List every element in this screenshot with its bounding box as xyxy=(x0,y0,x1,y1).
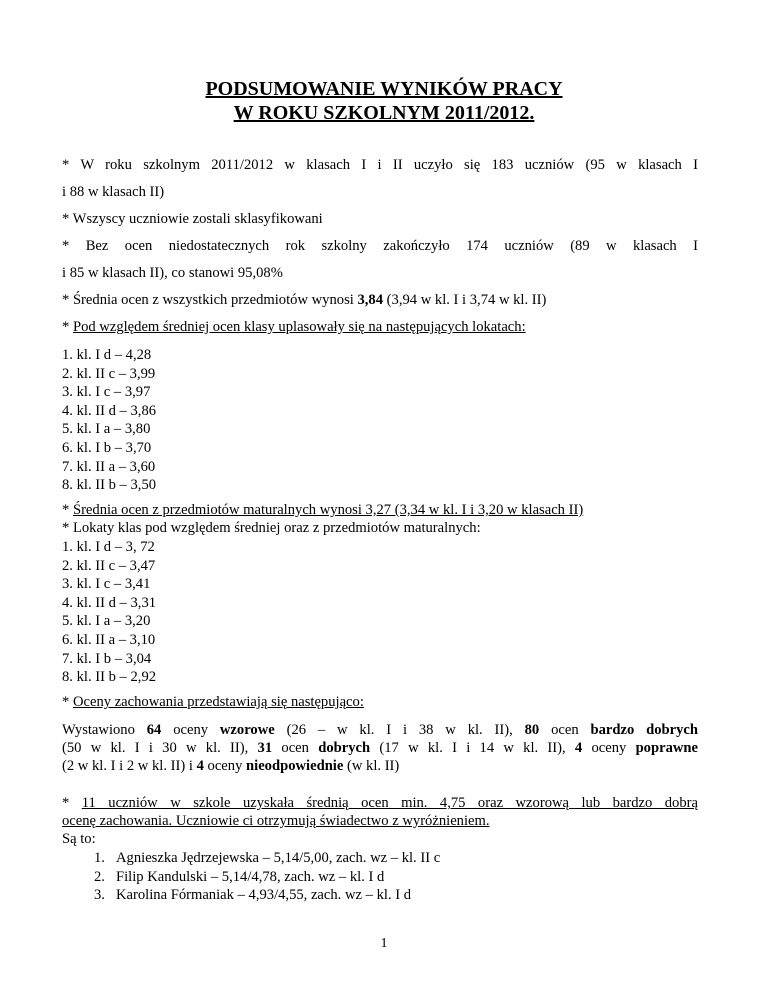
behavior-line3: (2 w kl. I i 2 w kl. II) i 4 oceny nieodpowiednie (w kl. II) xyxy=(62,758,400,774)
paragraph-ranking-heading: * Pod względem średniej ocen klasy uplasowały się na następujących lokatach: xyxy=(62,319,526,335)
honors-list xyxy=(94,849,440,905)
paragraph-behavior-heading: * Oceny zachowania przedstawiają się następująco: xyxy=(62,694,364,710)
paragraph-classified: * Wszyscy uczniowie zostali sklasyfikowani xyxy=(62,211,323,227)
behavior-line1: Wystawiono 64 oceny wzorowe (26 – w kl. I i 38 w kl. II), 80 ocen bardzo dobrych xyxy=(62,722,698,738)
list-item: 5. kl. I a – 3,20 xyxy=(62,613,151,630)
list-item: 2. Filip Kandulski – 5,14/4,78, zach. wz – kl. I d xyxy=(94,868,385,885)
matura-ranking-list xyxy=(62,538,156,687)
list-item: 1. Agnieszka Jędrzejewska – 5,14/5,00, zach. wz – kl. II c xyxy=(94,850,441,866)
paragraph-honors-line2: ocenę zachowania. Uczniowie ci otrzymują świadectwo z wyróżnieniem. xyxy=(62,813,490,829)
list-item: 2. kl. II c – 3,99 xyxy=(62,365,156,382)
list-item: 8. kl. II b – 2,92 xyxy=(62,669,157,686)
paragraph-students-count-line2: i 88 w klasach II) xyxy=(62,184,165,200)
list-item: 2. kl. II c – 3,47 xyxy=(62,557,156,574)
list-item: 6. kl. I b – 3,70 xyxy=(62,439,152,456)
list-item: 4. kl. II d – 3,86 xyxy=(62,402,157,419)
paragraph-matura-average: * Średnia ocen z przedmiotów maturalnych wynosi 3,27 (3,34 w kl. I i 3,20 w klasach II) xyxy=(62,502,584,518)
document-title-line2: W ROKU SZKOLNYM 2011/2012. xyxy=(233,102,535,124)
list-item: 7. kl. I b – 3,04 xyxy=(62,650,152,667)
paragraph-honors-line3: Są to: xyxy=(62,831,96,847)
list-item: 7. kl. II a – 3,60 xyxy=(62,458,156,475)
list-item: 5. kl. I a – 3,80 xyxy=(62,421,151,438)
page-number: 1 xyxy=(380,936,388,951)
paragraph-overall-average: * Średnia ocen z wszystkich przedmiotów wynosi 3,84 (3,94 w kl. I i 3,74 w kl. II) xyxy=(62,292,547,308)
list-item: 4. kl. II d – 3,31 xyxy=(62,594,157,611)
paragraph-honors-line1: * 11 uczniów w szkole uzyskała średnią ocen min. 4,75 oraz wzorową lub bardzo dobrą xyxy=(62,795,698,811)
overall-average-value: 3,84 xyxy=(357,292,384,308)
list-item: 1. kl. I d – 3, 72 xyxy=(62,539,155,555)
document-title-line1: PODSUMOWANIE WYNIKÓW PRACY xyxy=(205,78,563,100)
paragraph-students-count-line1: * W roku szkolnym 2011/2012 w klasach I i II uczyło się 183 uczniów (95 w klasach I xyxy=(62,157,698,173)
class-ranking-list xyxy=(62,346,156,495)
list-item: 3. Karolina Fórmaniak – 4,93/4,55, zach. wz – kl. I d xyxy=(94,887,412,904)
list-item: 3. kl. I c – 3,97 xyxy=(62,384,151,401)
paragraph-no-failing-line2: i 85 w klasach II), co stanowi 95,08% xyxy=(62,265,283,281)
list-item: 6. kl. II a – 3,10 xyxy=(62,631,156,648)
behavior-line2: (50 w kl. I i 30 w kl. II), 31 ocen dobrych (17 w kl. I i 14 w kl. II), 4 oceny poprawne xyxy=(62,740,698,756)
list-item: 8. kl. II b – 3,50 xyxy=(62,477,157,494)
paragraph-matura-ranking-heading: * Lokaty klas pod względem średniej oraz z przedmiotów maturalnych: xyxy=(62,520,481,536)
list-item: 3. kl. I c – 3,41 xyxy=(62,576,151,593)
paragraph-no-failing-line1: * Bez ocen niedostatecznych rok szkolny zakończyło 174 uczniów (89 w klasach I xyxy=(62,238,698,254)
list-item: 1. kl. I d – 4,28 xyxy=(62,347,152,363)
